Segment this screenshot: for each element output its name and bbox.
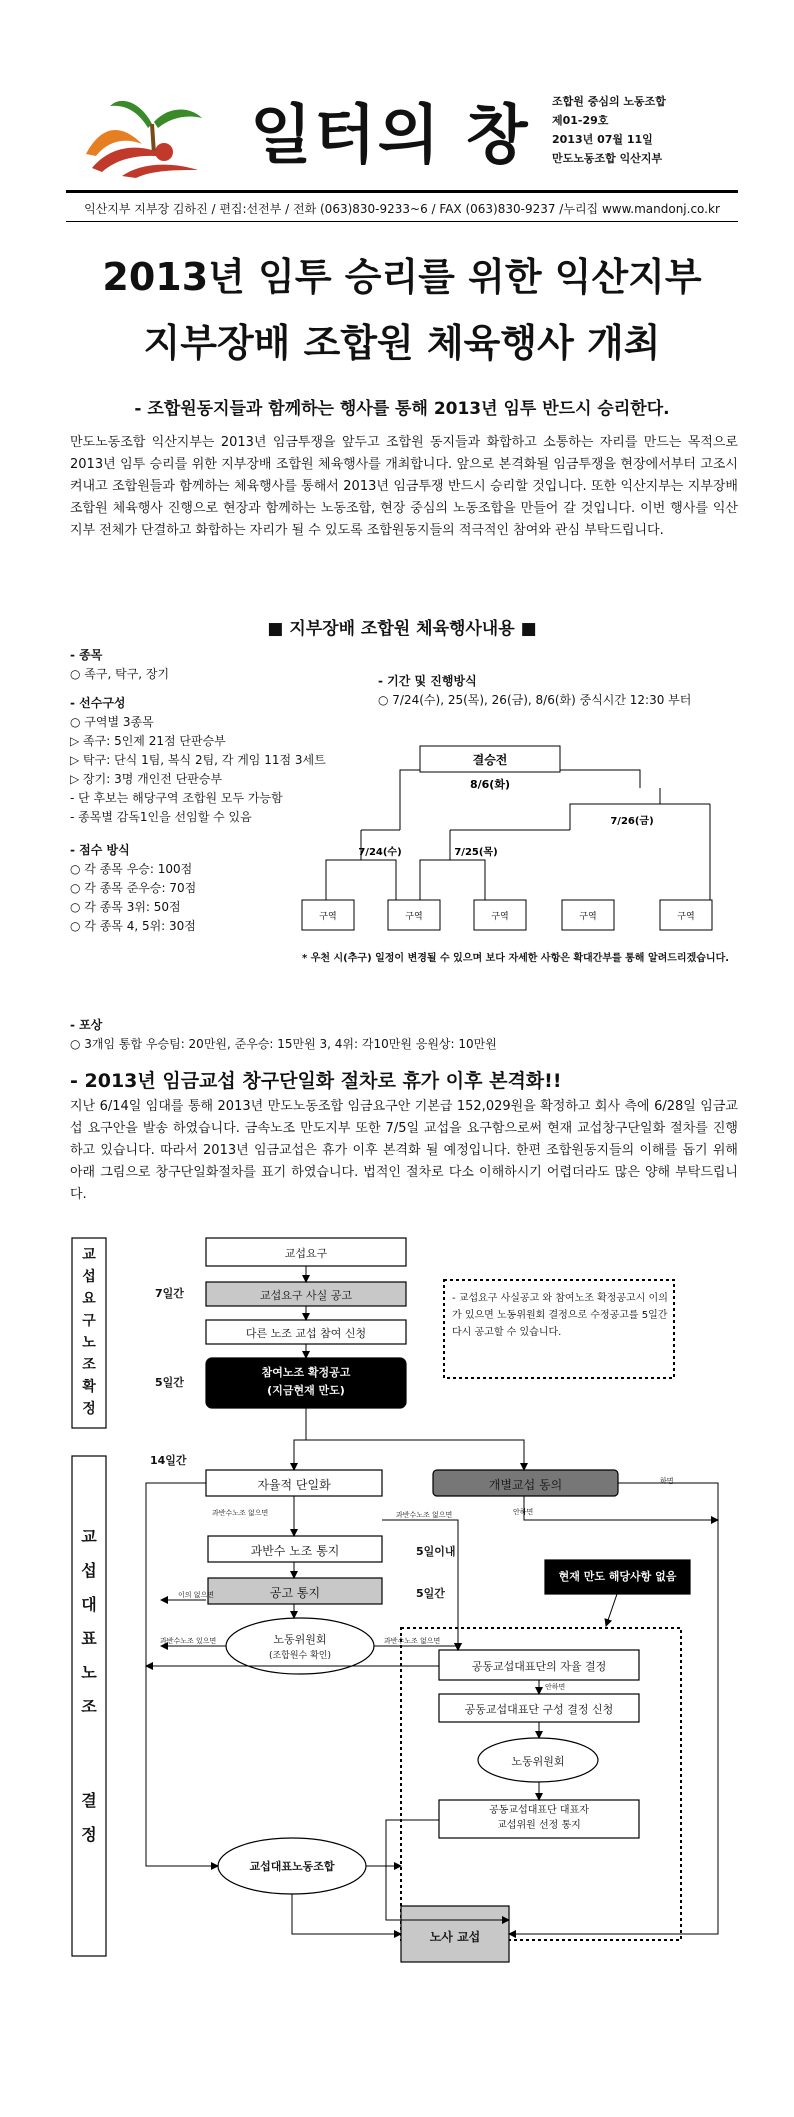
- list-item: ▷ 장기: 3명 개인전 단판승부: [70, 772, 223, 786]
- duration-label: 14일간: [150, 1454, 187, 1467]
- schedule-text: ○ 7/24(수), 25(목), 26(금), 8/6(화) 중식시간 12:30 부터: [378, 693, 692, 707]
- tournament-bracket: [300, 740, 740, 970]
- issue-meta: [552, 92, 666, 168]
- newsletter-title: 일터의 창: [250, 99, 530, 173]
- duration-label: 5일간: [416, 1587, 445, 1600]
- list-item: ▷ 탁구: 단식 1팀, 복식 2팀, 각 게임 11점 3세트: [70, 753, 326, 767]
- flow-edge-label: 과반수노조 없으면: [212, 1509, 269, 1517]
- list-item: ○ 각 종목 우승: 100점: [70, 862, 193, 876]
- date-label: 7/25(목): [454, 847, 498, 858]
- list-item: ▷ 족구: 5인제 21점 단판승부: [70, 734, 226, 748]
- flow-edge-label: 안하면: [545, 1683, 566, 1691]
- flow-edge-label: 과반수노조 없으면: [384, 1637, 441, 1645]
- event-prize: [70, 1016, 730, 1054]
- team-label: 구역: [405, 912, 423, 922]
- wage-title: - 2013년 임금교섭 창구단일화 절차로 휴가 이후 본격화!!: [70, 1070, 562, 1092]
- flow-box: 개별교섭 동의: [488, 1478, 563, 1492]
- flow-note: - 교섭요구 사실공고 와 참여노조 확정공고시 이의가 있으면 노동위원회 결정으로 수정공고를 5일간 다시 공고할 수 있습니다.: [452, 1293, 668, 1338]
- event-section-title: ■ 지부장배 조합원 체육행사내용 ■: [267, 619, 537, 639]
- duration-label: 5일간: [155, 1376, 184, 1389]
- header-rule: [66, 190, 738, 193]
- flow-edge-label: 이의 없으면: [178, 1591, 215, 1599]
- flow-box: 과반수 노조 통지: [250, 1544, 340, 1558]
- flow-edge-label: 과반수노조 있으면: [160, 1637, 217, 1645]
- team-label: 구역: [677, 912, 695, 922]
- article-title-line2: 지부장배 조합원 체육행사 개최: [143, 321, 661, 365]
- article-body: 만도노동조합 익산지부는 2013년 임금투쟁을 앞두고 조합원 동지들과 화합하고 소통하는 자리를 만드는 목적으로 2013년 임투 승리를 위한 지부장배 조합원 체육행사를 개최합니다. 앞으로 본격화될 임금투쟁을 현장에서부터 고조시켜내고 조합원들과 함께하는 체육행사를 통해서 2013년 임금투쟁 반드시 승리할 것입니다. 또한 익산지부는 지부장배 조합원 체육행사 진행으로 현장과 함께하는 노동조합, 현장 중심의 노동조합을 만들어 갈 것입니다. 이번 행사를 익산지부 전체가 단결하고 화합하는 자리가 될 수 있도록 조합원동지들의 적극적인 참여와 관심 부탁드립니다.: [70, 435, 738, 538]
- flow-side1: 교 섭 요 구 노 조 확 정: [82, 1247, 96, 1417]
- contact-rule: [66, 221, 738, 222]
- duration-label: 5일이내: [416, 1545, 456, 1558]
- list-item: ○ 각 종목 4, 5위: 30점: [70, 919, 196, 933]
- list-item: ○ 족구, 탁구, 장기: [70, 667, 170, 681]
- final-label: 결승전: [472, 753, 508, 767]
- flow-edge-label: 안하면: [513, 1508, 534, 1516]
- logo-icon: [82, 84, 212, 180]
- article-title-line1: 2013년 임투 승리를 위한 익산지부: [102, 255, 702, 299]
- team-label: 구역: [579, 912, 597, 922]
- current-status-label: 현재 만도 해당사항 없음: [558, 1570, 677, 1583]
- meta-line: 2013년 07월 11일: [552, 133, 653, 146]
- flow-ellipse: 노동위원회: [511, 1755, 565, 1768]
- team-label: 구역: [319, 912, 337, 922]
- article-subtitle: - 조합원동지들과 함께하는 행사를 통해 2013년 임투 반드시 승리한다.: [134, 399, 670, 419]
- list-item: ○ 각 종목 3위: 50점: [70, 900, 181, 914]
- flow-box: 다른 노조 교섭 참여 신청: [245, 1327, 367, 1340]
- meta-line: 조합원 중심의 노동조합: [552, 95, 666, 108]
- bracket-note: * 우천 시(추구) 일정이 변경될 수 있으며 보다 자세한 사항은 확대간부를 통해 알려드리겠습니다.: [302, 953, 730, 964]
- meta-line: 만도노동조합 익산지부: [552, 152, 663, 165]
- contact-line: 익산지부 지부장 김하진 / 편집:선전부 / 전화 (063)830-9233~6 / FAX (063)830-9237 /누리집 www.mandonj.co.kr: [84, 202, 720, 216]
- list-item: ○ 구역별 3종목: [70, 715, 154, 729]
- meta-line: 제01-29호: [552, 114, 609, 127]
- list-item: ○ 3개임 통합 우승팀: 20만원, 준우승: 15만원 3, 4위: 각10만원 응원상: 10만원: [70, 1037, 497, 1051]
- flow-box-final: 노사 교섭: [429, 1930, 481, 1944]
- list-item: - 종목별 감독1인을 선임할 수 있음: [70, 810, 252, 824]
- flow-box: 교섭요구: [284, 1247, 328, 1260]
- flow-ellipse: 노동위원회 (조합원수 확인): [268, 1633, 332, 1661]
- flow-box: 공고 통지: [269, 1586, 321, 1600]
- list-item: ○ 각 종목 준우승: 70점: [70, 881, 197, 895]
- list-head: - 점수 방식: [70, 843, 130, 857]
- final-date: 8/6(화): [469, 778, 511, 791]
- list-head: - 포상: [70, 1018, 103, 1032]
- flow-box-current: 참여노조 확정공고 (지금현재 만도): [261, 1366, 351, 1397]
- flow-side2: 교 섭 대 표 노 조 결 정: [81, 1527, 97, 1844]
- date-label: 7/24(수): [358, 847, 402, 858]
- flow-box: 공동교섭대표단 대표자 교섭위원 선정 통지: [489, 1805, 589, 1831]
- flow-box: 공동교섭대표단의 자율 결정: [471, 1660, 607, 1673]
- team-label: 구역: [491, 912, 509, 922]
- schedule: [378, 672, 738, 710]
- list-item: - 단 후보는 해당구역 조합원 모두 가능함: [70, 791, 283, 805]
- date-label: 7/26(금): [610, 816, 654, 827]
- flow-edge-label: 과반수노조 없으면: [396, 1511, 453, 1519]
- flow-box: 교섭요구 사실 공고: [259, 1289, 352, 1302]
- wage-body: 지난 6/14일 임대를 통해 2013년 만도노동조합 임금요구안 기본급 152,029원을 확정하고 회사 측에 6/28일 임금교섭 요구안을 발송 하였습니다. 금속노조 만도지부 또한 7/5일 교섭을 요구함으로써 현재 교섭창구단일화 절차를 진행하고 있습니다. 따라서 2013년 임금교섭은 휴가 이후 본격화 될 예정입니다. 한편 조합원동지들의 이해를 돕기 위해 아래 그림으로 창구단일화절차를 표기 하였습니다. 법적인 절차로 다소 이해하시기 어렵더라도 많은 양해 부탁드립니다.: [70, 1099, 738, 1202]
- list-head: - 종목: [70, 648, 103, 662]
- duration-label: 7일간: [155, 1287, 184, 1300]
- flow-box: 공동교섭대표단 구성 결정 신청: [464, 1703, 614, 1716]
- flow-edge-label: 하면: [660, 1477, 674, 1485]
- schedule-head: - 기간 및 진행방식: [378, 674, 477, 688]
- list-head: - 선수구성: [70, 696, 126, 710]
- flowchart: [66, 1230, 738, 2030]
- flow-box: 자율적 단일화: [257, 1478, 331, 1492]
- flow-ellipse: 교섭대표노동조합: [249, 1860, 335, 1873]
